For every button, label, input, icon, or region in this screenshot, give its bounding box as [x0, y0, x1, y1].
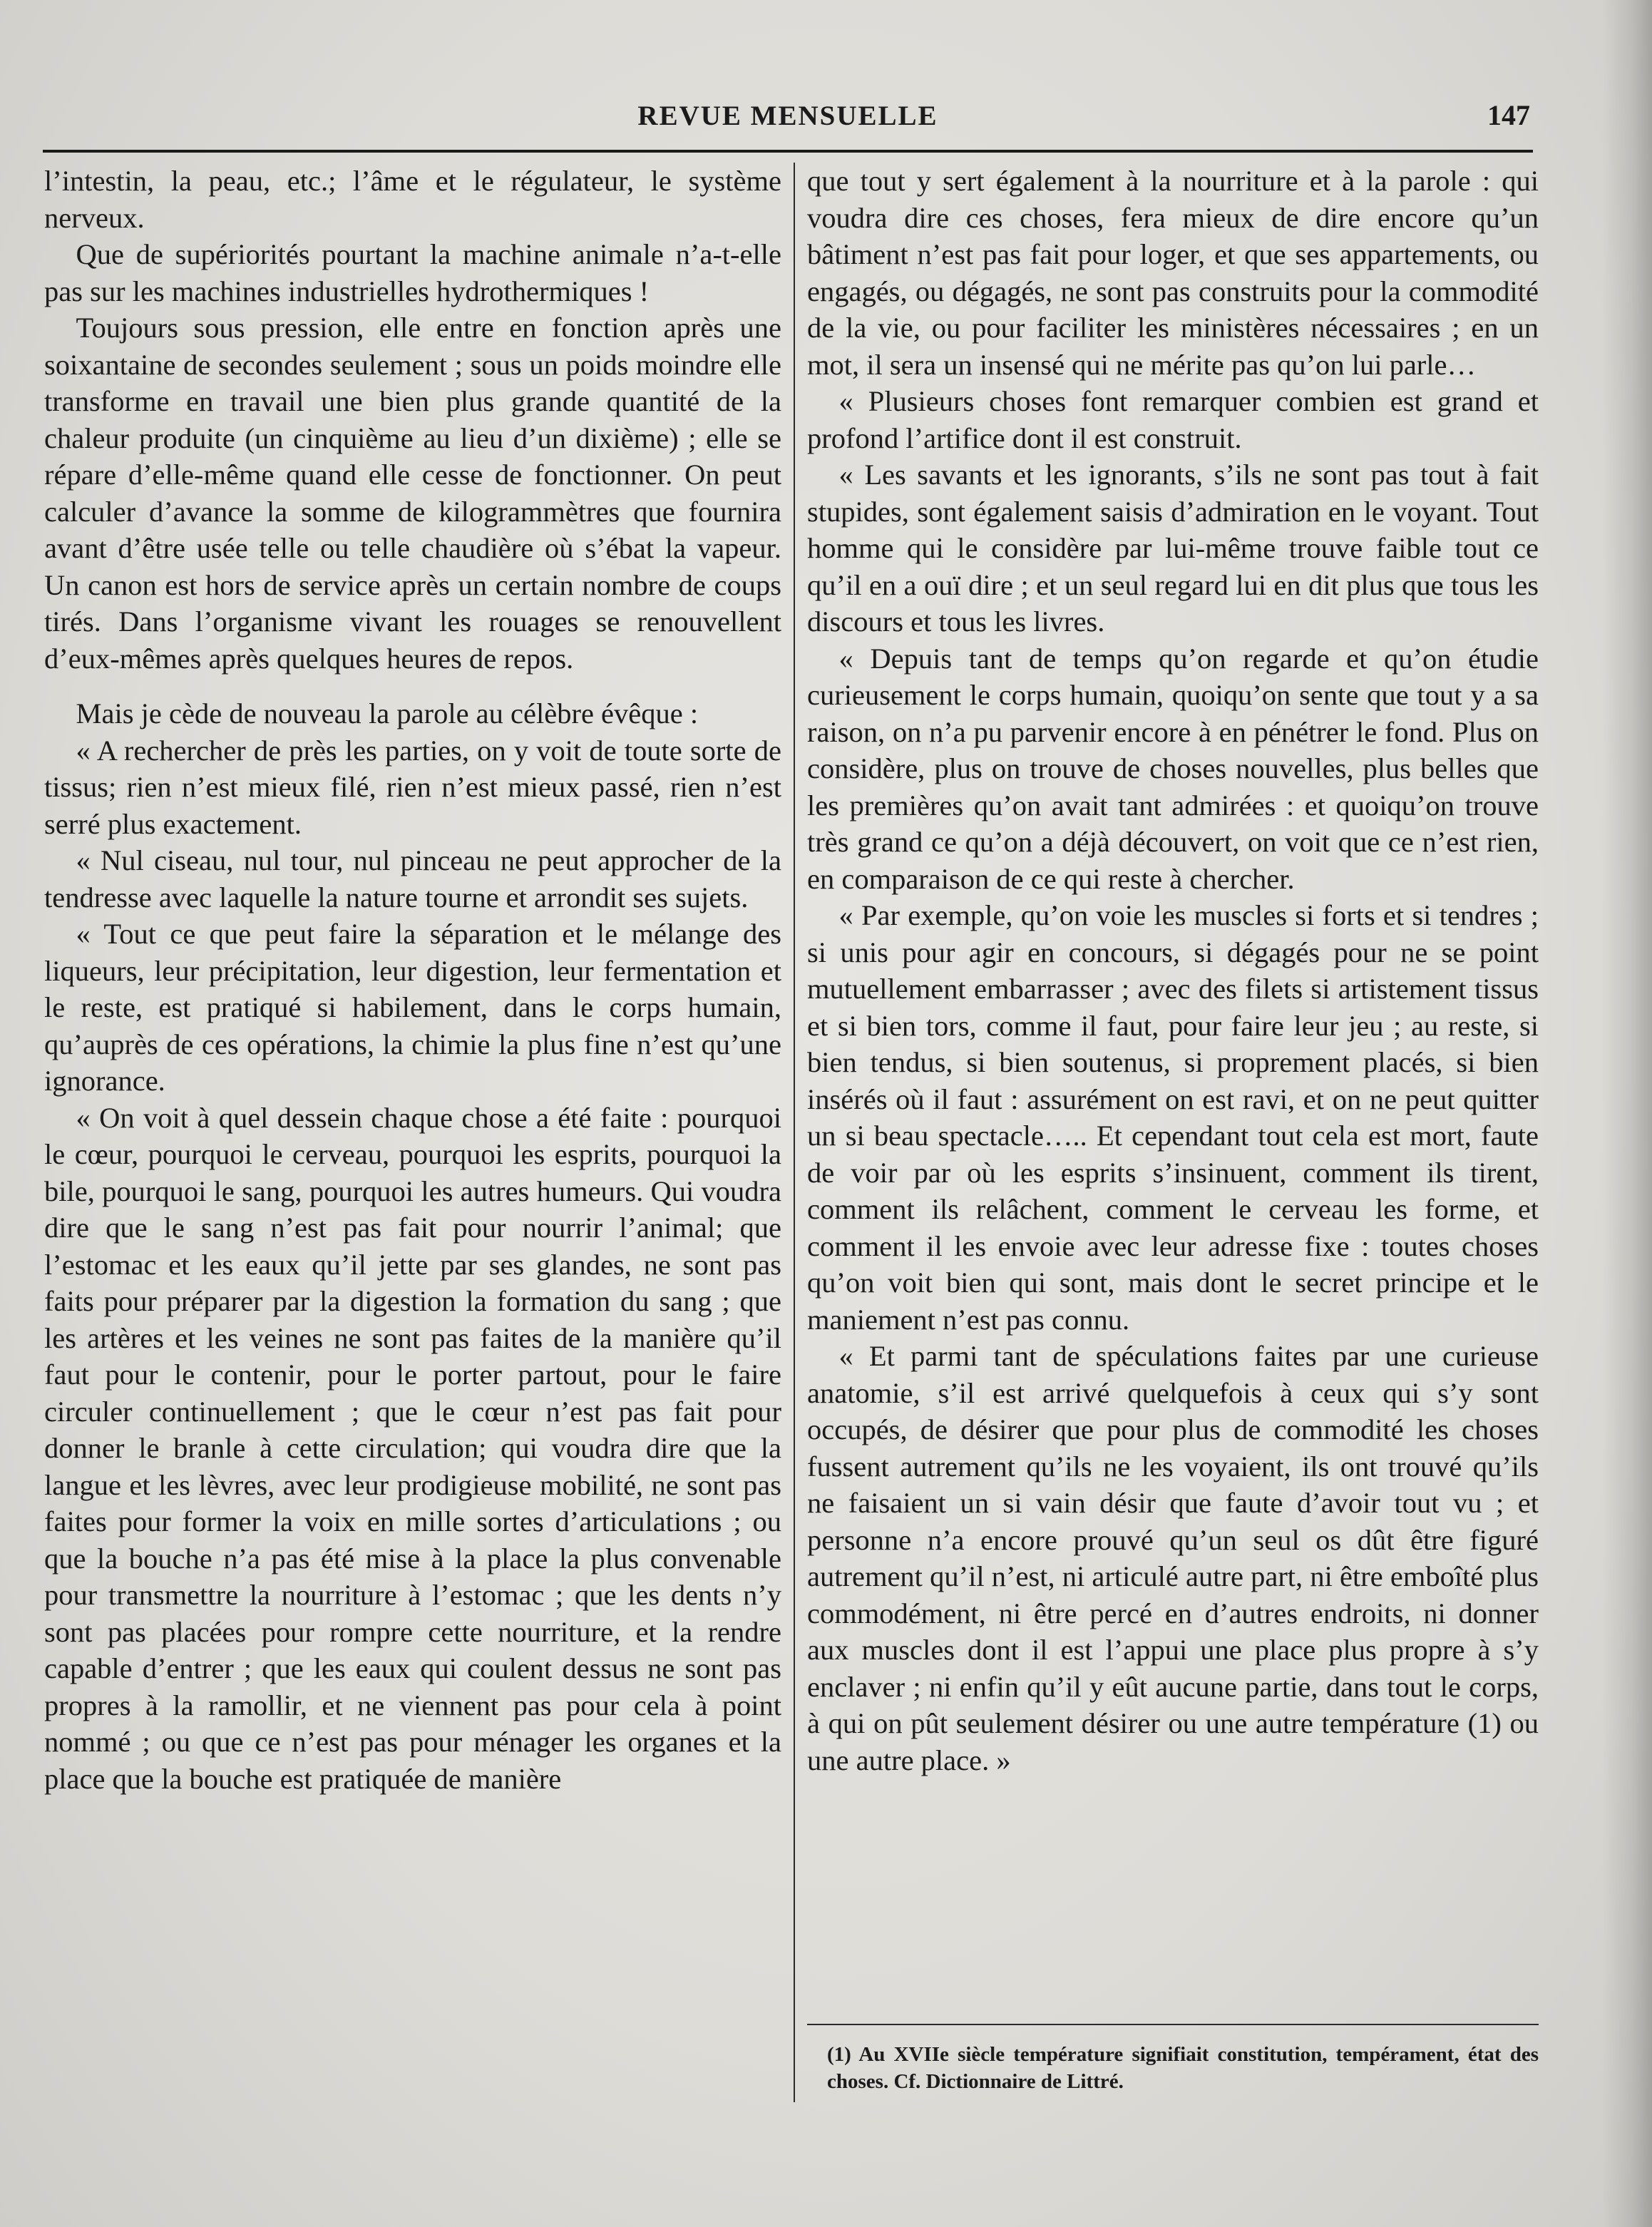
paragraph: Toujours sous pression, elle entre en fonction après une soixantaine de secondes seulement ; sous un poids moindre elle transforme en travail une bien plus grande quantité de la chaleur produite (un cinquième au lieu d’un dixième) ; elle se répare d’elle-même quand elle cesse de fonctionner. On peut calculer d’avance la somme de kilogrammètres que fournira avant d’être usée telle ou telle chaudière où s’ébat la vapeur. Un canon est hors de service après un certain nombre de coups tirés. Dans l’organisme vivant les rouages se renouvellent d’eux-mêmes après quelques heures de repos.	[44, 312, 781, 675]
footnote-rule	[807, 2024, 1539, 2025]
paragraph: « Depuis tant de temps qu’on regarde et qu’on étudie curieusement le corps humain, quoiqu’on sente que tout y a sa raison, on n’a pu parvenir encore à en pénétrer le fond. Plus on considère, plus on trouve de choses nouvelles, plus belles que les premières qu’on avait tant admirées : et quoiqu’on trouve très grand ce qu’on a déjà découvert, on voit que ce n’est rien, en comparaison de ce qui reste à chercher.	[807, 642, 1539, 895]
paragraph: « Par exemple, qu’on voie les muscles si forts et si tendres ; si unis pour agir en concours, si dégagés pour ne se point mutuellement embarrasser ; avec des filets si artistement tissus et si bien tors, comme il faut, pour faire leur jeu ; au reste, si bien tendus, si bien soutenus, si proprement placés, si bien insérés où il faut : assurément on est ravi, et on ne peut quitter un si beau spectacle….. Et cependant tout cela est mort, faute de voir par où les esprits s’insinuent, comment ils tirent, comment ils relâchent, comment le cerveau les forme, et comment il les envoie avec leur adresse fixe : toutes choses qu’on voit bien qui sont, mais dont le secret principe et le maniement n’est pas connu.	[807, 899, 1539, 1336]
paragraph: que tout y sert également à la nourriture et à la parole : qui voudra dire ces choses, fera mieux de dire encore qu’un bâtiment n’est pas fait pour loger, et que ses appartements, ou engagés, ou dégagés, ne sont pas construits pour la commodité de la vie, ou pour faciliter les ministères nécessaires ; en un mot, il sera un insensé qui ne mérite pas qu’on lui parle…	[807, 165, 1539, 381]
paragraph: « Tout ce que peut faire la séparation et le mélange des liqueurs, leur précipitation, leur digestion, leur fermentation et le reste, est pratiqué si habilement, dans le corps humain, qu’auprès de ces opérations, la chimie la plus fine n’est qu’une ignorance.	[44, 918, 781, 1097]
paragraph: « Et parmi tant de spéculations faites par une curieuse anatomie, s’il est arrivé quelquefois à ceux qui s’y sont occupés, de désirer que pour plus de commodité les choses fussent autrement qu’ils ne les voyaient, ils ont trouvé qu’ils ne faisaient un si vain désir que faute d’avoir tout vu ; et personne n’a encore prouvé qu’un seul os dût être figuré autrement qu’il n’est, ni articulé autre part, ni être emboîté plus commodément, ni être percé en d’autres endroits, ni donner aux muscles dont il est l’appui une place plus propre à s’y enclaver ; ni enfin qu’il y eût aucune partie, dans tout le corps, à qui on pût seulement désirer ou une autre température (1) ou une autre place. »	[807, 1340, 1539, 1776]
paragraph: « Plusieurs choses font remarquer combien est grand et profond l’artifice dont il est construit.	[807, 385, 1539, 454]
column-divider	[794, 163, 795, 2102]
paragraph: « On voit à quel dessein chaque chose a été faite : pourquoi le cœur, pourquoi le cerveau, pourquoi les esprits, pourquoi la bile, pourquoi le sang, pourquoi les autres humeurs. Qui voudra dire que le sang n’est pas fait pour nourrir l’animal; que l’estomac et les eaux qu’il jette par ses glandes, ne sont pas faits pour préparer par la digestion la formation du sang ; que les artères et les veines ne sont pas faites de la manière qu’il faut pour le contenir, pour le porter partout, pour le faire circuler continuellement ; que le cœur n’est pas fait pour donner le branle à cette circulation; qui voudra dire que la langue et les lèvres, avec leur prodigieuse mobilité, ne sont pas faites pour former la voix en mille sortes d’articulations ; ou que la bouche n’a pas été mise à la place la plus convenable pour transmettre la nourriture à l’estomac ; que les dents n’y sont pas placées pour rompre cette nourriture, et la rendre capable d’entrer ; que les eaux qui coulent dessus ne sont pas propres à la ramollir, et ne viennent pas pour cela à point nommé ; ou que ce n’est pas pour ménager les organes et la place que la bouche est pratiquée de manière	[44, 1101, 781, 1795]
paragraph: « Les savants et les ignorants, s’ils ne sont pas tout à fait stupides, sont également saisis d’admiration en le voyant. Tout homme qui le considère par lui-même trouve faible tout ce qu’il en a ouï dire ; et un seul regard lui en dit plus que tous les discours et tous les livres.	[807, 459, 1539, 638]
paragraph: Que de supériorités pourtant la machine animale n’a-t-elle pas sur les machines industrielles hydrothermiques !	[44, 238, 781, 307]
paragraph: Mais je cède de nouveau la parole au célèbre évêque :	[76, 697, 699, 729]
page-number: 147	[1487, 99, 1530, 131]
page-header	[43, 93, 1533, 135]
left-column	[44, 163, 781, 1797]
binding-shadow	[1602, 0, 1652, 2227]
footnote: (1) Au XVIIe siècle température signifiait constitution, tempérament, état des choses. Cf. Dictionnaire de Littré.	[827, 2043, 1539, 2093]
running-head: REVUE MENSUELLE	[637, 101, 938, 131]
paragraph: « Nul ciseau, nul tour, nul pinceau ne peut approcher de la tendresse avec laquelle la nature tourne et arrondit ses sujets.	[44, 844, 781, 913]
paragraph: l’intestin, la peau, etc.; l’âme et le régulateur, le système nerveux.	[44, 165, 781, 234]
header-rule	[43, 150, 1533, 153]
right-column	[807, 163, 1539, 1778]
paragraph: « A rechercher de près les parties, on y voit de toute sorte de tissus; rien n’est mieux filé, rien n’est mieux passé, rien n’est serré plus exactement.	[44, 734, 781, 840]
